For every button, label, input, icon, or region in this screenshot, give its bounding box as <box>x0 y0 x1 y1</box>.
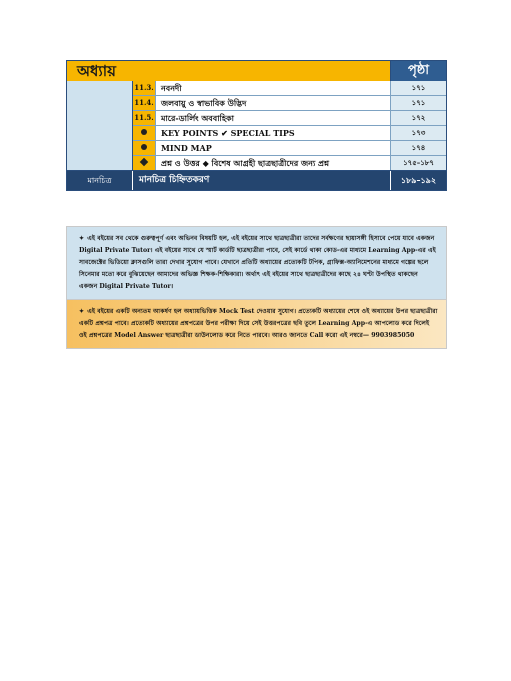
mock-test-text: এই বইয়ের একটি অন্যতম আকর্ষণ হল অধ্যায়ভিত্তিক Mock Test দেওয়ার সুযোগ। প্রত্যেকটি অধ্যায়ের শেষে ওই অধ্যায়ের উপর ছাত্রছাত্রীরা একটি প্রশ্নপত্র পাবে। প্রত্যেকটি অধ্যায়ের প্রশ্নপত্রের উপর পরীক্ষা দিয়ে সেই উত্তরপত্রের ছবি তুলে Learning App-এ আপলোড করে দিলেই ওই প্রশ্নপত্রের Model Answer ছাত্রছাত্রীরা ডাউনলোড করে নিতে পারবে। আরও জানতে Call করো এই নম্বরে— 9903985050 <box>79 308 438 339</box>
circle-icon <box>133 126 156 140</box>
info-boxes <box>66 226 447 349</box>
page-number: ১৭২ <box>390 111 446 125</box>
star-icon: ✦ <box>79 308 85 315</box>
section-title: প্রশ্ন ও উত্তর ◆ বিশেষ আগ্রহী ছাত্রছাত্রীদের জন্য প্রশ্ন <box>156 156 390 170</box>
section-title: মারে-ডার্লিং অববাহিকা <box>156 111 390 125</box>
page-number: ১৭৫–১৮৭ <box>390 156 446 170</box>
map-page: ১৮৯–১৯২ <box>390 171 446 190</box>
contents-table <box>66 60 447 191</box>
circle-icon <box>133 141 156 155</box>
chapter-header: অধ্যায় <box>67 61 391 81</box>
page-number: ১৭৪ <box>390 141 446 155</box>
digital-tutor-text: এই বইয়ের সব থেকে গুরুত্বপূর্ণ এবং অভিনব বিষয়টি হল, এই বইয়ের সাথে ছাত্রছাত্রীরা তাদের সর্বক্ষণের ছায়াসঙ্গী হিসাবে পেয়ে যাবে একজন Digital Private Tutor। এই বইয়ের সাথে যে স্মার্ট কার্ডটি ছাত্রছাত্রীরা পাবে, সেই কার্ডে থাকা কোড-এর মাধ্যমে Learning App-এর এই সাবজেক্টের ভিডিয়ো ক্লাসগুলি তারা দেখার সুযোগ পাবে। যেখানে প্রতিটি অধ্যায়ের প্রত্যেকটি টপিক, গ্রাফিক্স-অ্যানিমেশনের মাধ্যমে গল্পের ছলে সিনেমার মতো করে বুঝিয়েছেন আমাদের অভিজ্ঞ শিক্ষক-শিক্ষিকারা। অর্থাৎ এই বইয়ের সাথে ছাত্রছাত্রীদের কাছে ২৪ ঘণ্টা উপস্থিত থাকছেন একজন Digital Private Tutor। <box>79 235 436 290</box>
digital-tutor-note <box>67 227 446 299</box>
contents-row[interactable] <box>133 111 446 126</box>
contents-row[interactable] <box>133 126 446 141</box>
map-title: মানচিত্র চিহ্নিতকরণ <box>139 175 210 185</box>
contents-header <box>67 61 446 81</box>
section-title: নবনদী <box>156 81 390 95</box>
contents-row[interactable] <box>133 156 446 170</box>
contents-row[interactable] <box>133 81 446 96</box>
section-number: 11.4. <box>133 96 156 110</box>
section-title: MIND MAP <box>156 141 390 155</box>
section-number: 11.3. <box>133 81 156 95</box>
diamond-icon <box>133 156 156 170</box>
map-label: মানচিত্র <box>67 171 133 190</box>
section-number: 11.5. <box>133 111 156 125</box>
section-title: KEY POINTS ✔ SPECIAL TIPS <box>156 126 390 140</box>
page-number: ১৭৩ <box>390 126 446 140</box>
contents-row[interactable] <box>133 96 446 111</box>
contents-row[interactable] <box>133 141 446 156</box>
mock-test-note <box>67 299 446 348</box>
contents-left-column <box>67 81 133 170</box>
page-header: পৃষ্ঠা <box>391 61 446 81</box>
section-title: জলবায়ু ও স্বাভাবিক উদ্ভিদ <box>156 96 390 110</box>
page-number: ১৭১ <box>390 96 446 110</box>
map-row[interactable] <box>67 170 446 190</box>
contents-rows <box>133 81 446 170</box>
contents-body <box>67 81 446 170</box>
page-number: ১৭১ <box>390 81 446 95</box>
star-icon: ✦ <box>79 235 85 242</box>
